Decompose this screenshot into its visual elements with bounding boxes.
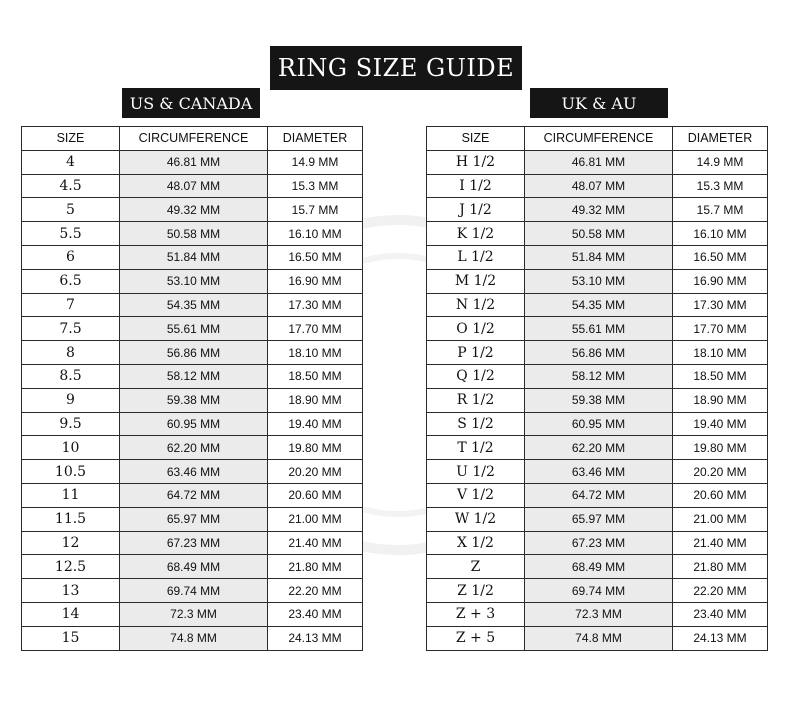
uk-au-heading: UK & AU [530, 88, 668, 118]
table-row [427, 626, 768, 650]
diameter-cell: 18.10 MM [673, 341, 768, 365]
circumference-cell: 68.49 MM [525, 555, 673, 579]
circumference-cell: 55.61 MM [525, 317, 673, 341]
table-row [427, 483, 768, 507]
diameter-cell: 16.10 MM [673, 222, 768, 246]
circumference-cell: 58.12 MM [120, 364, 268, 388]
size-cell: 4.5 [22, 174, 120, 198]
circumference-cell: 58.12 MM [525, 364, 673, 388]
circumference-cell: 68.49 MM [120, 555, 268, 579]
size-cell: 9 [22, 388, 120, 412]
page-title: RING SIZE GUIDE [270, 46, 522, 90]
size-cell: M 1/2 [427, 269, 525, 293]
size-cell: X 1/2 [427, 531, 525, 555]
diameter-cell: 20.60 MM [673, 483, 768, 507]
diameter-cell: 14.9 MM [268, 150, 363, 174]
circumference-cell: 69.74 MM [120, 579, 268, 603]
table-row [427, 150, 768, 174]
circumference-cell: 53.10 MM [525, 269, 673, 293]
size-cell: O 1/2 [427, 317, 525, 341]
diameter-cell: 15.3 MM [268, 174, 363, 198]
size-cell: 6 [22, 245, 120, 269]
diameter-cell: 19.40 MM [673, 412, 768, 436]
table-row [427, 341, 768, 365]
circumference-cell: 49.32 MM [525, 198, 673, 222]
size-header: SIZE [427, 127, 525, 151]
diameter-cell: 20.20 MM [268, 460, 363, 484]
diameter-cell: 19.80 MM [673, 436, 768, 460]
size-cell: I 1/2 [427, 174, 525, 198]
diameter-cell: 21.40 MM [673, 531, 768, 555]
table-row [427, 364, 768, 388]
circumference-header: CIRCUMFERENCE [525, 127, 673, 151]
diameter-cell: 23.40 MM [268, 602, 363, 626]
diameter-cell: 15.7 MM [268, 198, 363, 222]
table-row [427, 245, 768, 269]
table-row [22, 364, 363, 388]
circumference-cell: 49.32 MM [120, 198, 268, 222]
circumference-cell: 51.84 MM [120, 245, 268, 269]
diameter-cell: 17.30 MM [673, 293, 768, 317]
table-row [427, 579, 768, 603]
size-cell: 15 [22, 626, 120, 650]
table-row [427, 222, 768, 246]
diameter-cell: 23.40 MM [673, 602, 768, 626]
table-row [22, 388, 363, 412]
table-row [22, 269, 363, 293]
circumference-cell: 65.97 MM [525, 507, 673, 531]
size-cell: 11 [22, 483, 120, 507]
circumference-cell: 46.81 MM [525, 150, 673, 174]
circumference-cell: 50.58 MM [120, 222, 268, 246]
circumference-cell: 51.84 MM [525, 245, 673, 269]
table-row [427, 198, 768, 222]
table-row [22, 555, 363, 579]
table-row [22, 531, 363, 555]
circumference-cell: 69.74 MM [525, 579, 673, 603]
table-row [427, 436, 768, 460]
size-cell: U 1/2 [427, 460, 525, 484]
size-cell: 14 [22, 602, 120, 626]
diameter-cell: 24.13 MM [268, 626, 363, 650]
size-cell: Q 1/2 [427, 364, 525, 388]
diameter-cell: 21.80 MM [268, 555, 363, 579]
table-row [22, 341, 363, 365]
circumference-cell: 64.72 MM [120, 483, 268, 507]
size-cell: P 1/2 [427, 341, 525, 365]
size-cell: 8.5 [22, 364, 120, 388]
circumference-cell: 56.86 MM [120, 341, 268, 365]
diameter-header: DIAMETER [673, 127, 768, 151]
table-header-row [22, 127, 363, 151]
size-cell: W 1/2 [427, 507, 525, 531]
circumference-cell: 50.58 MM [525, 222, 673, 246]
diameter-cell: 21.40 MM [268, 531, 363, 555]
size-cell: 12 [22, 531, 120, 555]
size-cell: V 1/2 [427, 483, 525, 507]
circumference-cell: 48.07 MM [525, 174, 673, 198]
table-row [22, 222, 363, 246]
diameter-cell: 18.10 MM [268, 341, 363, 365]
size-cell: 12.5 [22, 555, 120, 579]
table-row [22, 507, 363, 531]
circumference-cell: 54.35 MM [120, 293, 268, 317]
size-cell: 6.5 [22, 269, 120, 293]
size-cell: 5 [22, 198, 120, 222]
diameter-cell: 16.10 MM [268, 222, 363, 246]
diameter-cell: 16.50 MM [268, 245, 363, 269]
size-cell: 5.5 [22, 222, 120, 246]
size-cell: 7.5 [22, 317, 120, 341]
size-cell: R 1/2 [427, 388, 525, 412]
diameter-cell: 20.60 MM [268, 483, 363, 507]
table-row [427, 293, 768, 317]
size-cell: N 1/2 [427, 293, 525, 317]
circumference-cell: 54.35 MM [525, 293, 673, 317]
size-cell: 9.5 [22, 412, 120, 436]
table-row [22, 436, 363, 460]
diameter-cell: 20.20 MM [673, 460, 768, 484]
table-row [427, 269, 768, 293]
diameter-cell: 21.00 MM [268, 507, 363, 531]
size-cell: 7 [22, 293, 120, 317]
diameter-cell: 17.70 MM [268, 317, 363, 341]
circumference-cell: 72.3 MM [525, 602, 673, 626]
diameter-cell: 21.80 MM [673, 555, 768, 579]
diameter-cell: 18.50 MM [673, 364, 768, 388]
circumference-header: CIRCUMFERENCE [120, 127, 268, 151]
size-cell: Z 1/2 [427, 579, 525, 603]
size-header: SIZE [22, 127, 120, 151]
circumference-cell: 62.20 MM [120, 436, 268, 460]
circumference-cell: 59.38 MM [120, 388, 268, 412]
size-cell: K 1/2 [427, 222, 525, 246]
diameter-cell: 15.3 MM [673, 174, 768, 198]
diameter-header: DIAMETER [268, 127, 363, 151]
diameter-cell: 16.50 MM [673, 245, 768, 269]
diameter-cell: 18.50 MM [268, 364, 363, 388]
diameter-cell: 17.70 MM [673, 317, 768, 341]
circumference-cell: 59.38 MM [525, 388, 673, 412]
circumference-cell: 65.97 MM [120, 507, 268, 531]
circumference-cell: 67.23 MM [525, 531, 673, 555]
size-cell: Z [427, 555, 525, 579]
circumference-cell: 67.23 MM [120, 531, 268, 555]
table-row [22, 245, 363, 269]
circumference-cell: 48.07 MM [120, 174, 268, 198]
circumference-cell: 63.46 MM [120, 460, 268, 484]
table-row [427, 174, 768, 198]
diameter-cell: 18.90 MM [268, 388, 363, 412]
table-row [22, 293, 363, 317]
diameter-cell: 18.90 MM [673, 388, 768, 412]
table-row [22, 174, 363, 198]
diameter-cell: 22.20 MM [268, 579, 363, 603]
table-header-row [427, 127, 768, 151]
size-cell: H 1/2 [427, 150, 525, 174]
size-cell: 10.5 [22, 460, 120, 484]
circumference-cell: 74.8 MM [525, 626, 673, 650]
diameter-cell: 14.9 MM [673, 150, 768, 174]
circumference-cell: 72.3 MM [120, 602, 268, 626]
circumference-cell: 60.95 MM [120, 412, 268, 436]
size-cell: S 1/2 [427, 412, 525, 436]
table-row [427, 412, 768, 436]
table-row [427, 602, 768, 626]
table-row [427, 555, 768, 579]
table-row [22, 579, 363, 603]
circumference-cell: 74.8 MM [120, 626, 268, 650]
table-row [427, 317, 768, 341]
table-row [22, 626, 363, 650]
size-cell: Z + 5 [427, 626, 525, 650]
circumference-cell: 63.46 MM [525, 460, 673, 484]
table-row [22, 602, 363, 626]
us-size-table [21, 126, 363, 651]
table-row [22, 483, 363, 507]
size-cell: 11.5 [22, 507, 120, 531]
table-row [22, 460, 363, 484]
size-cell: 10 [22, 436, 120, 460]
circumference-cell: 53.10 MM [120, 269, 268, 293]
diameter-cell: 16.90 MM [673, 269, 768, 293]
diameter-cell: 16.90 MM [268, 269, 363, 293]
diameter-cell: 19.40 MM [268, 412, 363, 436]
size-cell: 13 [22, 579, 120, 603]
uk-size-table [426, 126, 768, 651]
size-cell: Z + 3 [427, 602, 525, 626]
us-canada-heading: US & CANADA [122, 88, 260, 118]
table-row [427, 388, 768, 412]
table-row [427, 507, 768, 531]
size-cell: 8 [22, 341, 120, 365]
size-cell: L 1/2 [427, 245, 525, 269]
circumference-cell: 64.72 MM [525, 483, 673, 507]
size-cell: 4 [22, 150, 120, 174]
circumference-cell: 60.95 MM [525, 412, 673, 436]
circumference-cell: 46.81 MM [120, 150, 268, 174]
table-row [22, 198, 363, 222]
size-cell: J 1/2 [427, 198, 525, 222]
table-row [22, 412, 363, 436]
table-row [22, 317, 363, 341]
diameter-cell: 19.80 MM [268, 436, 363, 460]
diameter-cell: 21.00 MM [673, 507, 768, 531]
diameter-cell: 17.30 MM [268, 293, 363, 317]
diameter-cell: 24.13 MM [673, 626, 768, 650]
circumference-cell: 62.20 MM [525, 436, 673, 460]
diameter-cell: 15.7 MM [673, 198, 768, 222]
size-cell: T 1/2 [427, 436, 525, 460]
table-row [427, 460, 768, 484]
circumference-cell: 56.86 MM [525, 341, 673, 365]
table-row [22, 150, 363, 174]
diameter-cell: 22.20 MM [673, 579, 768, 603]
table-row [427, 531, 768, 555]
circumference-cell: 55.61 MM [120, 317, 268, 341]
